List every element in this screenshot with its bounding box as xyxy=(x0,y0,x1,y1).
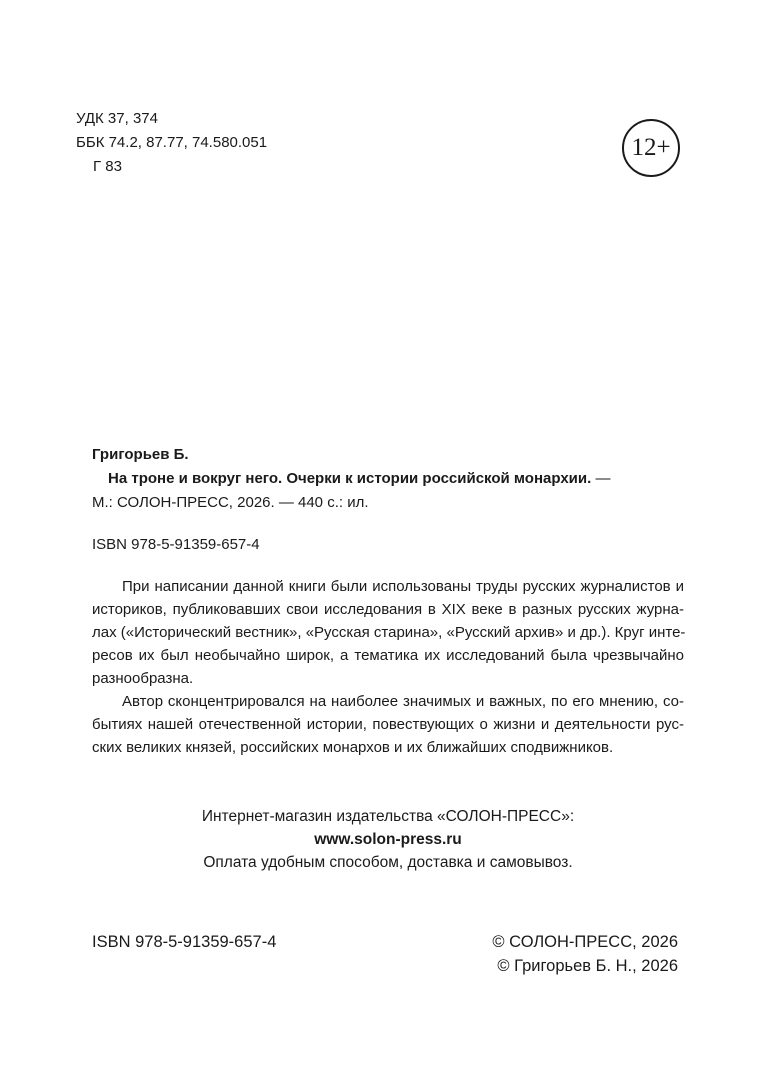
annotation-line: бытиях нашей отечественной истории, повествующих о жизни и деятельности рус- xyxy=(92,716,684,733)
shop-delivery: Оплата удобным способом, доставка и самовывоз. xyxy=(203,854,573,871)
author-mark: Г 83 xyxy=(93,158,122,175)
annotation-line: При написании данной книги были использованы труды русских журналистов и xyxy=(122,578,684,595)
shop-url[interactable]: www.solon-press.ru xyxy=(314,831,462,848)
shop-info: Интернет-магазин издательства «СОЛОН-ПРЕСС»: xyxy=(201,808,575,825)
annotation-line: Автор сконцентрировался на наиболее значимых и важных, по его мнению, со- xyxy=(122,693,684,710)
isbn-record: ISBN 978-5-91359-657-4 xyxy=(92,536,260,553)
isbn-footer: ISBN 978-5-91359-657-4 xyxy=(92,933,277,951)
copyright-author: © Григорьев Б. Н., 2026 xyxy=(497,957,678,975)
annotation-line: разнообразна. xyxy=(92,670,194,687)
bbk-code: ББК 74.2, 87.77, 74.580.051 xyxy=(76,134,268,151)
annotation-line: историков, публиковавших свои исследования в XIX веке в разных русских журна- xyxy=(92,601,684,618)
udk-code: УДК 37, 374 xyxy=(76,110,158,127)
book-title: На троне и вокруг него. Очерки к истории российской монархии. xyxy=(108,470,592,487)
copyright-publisher: © СОЛОН-ПРЕСС, 2026 xyxy=(492,933,678,951)
annotation-line: лах («Исторический вестник», «Русская старина», «Русский архив» и др.). Круг инте- xyxy=(92,624,686,641)
age-rating-text: 12+ xyxy=(631,134,671,161)
imprint: М.: СОЛОН-ПРЕСС, 2026. — 440 с.: ил. xyxy=(92,494,369,511)
title-dash: — xyxy=(591,470,611,487)
author-name: Григорьев Б. xyxy=(92,446,189,463)
annotation-line: ских великих князей, российских монархов и их ближайших сподвижников. xyxy=(92,739,614,756)
age-rating-badge xyxy=(622,119,680,177)
annotation-line: ресов их был необычайно широк, а тематика их исследований была чрезвычайно xyxy=(92,647,684,664)
book-title-line xyxy=(108,470,610,488)
